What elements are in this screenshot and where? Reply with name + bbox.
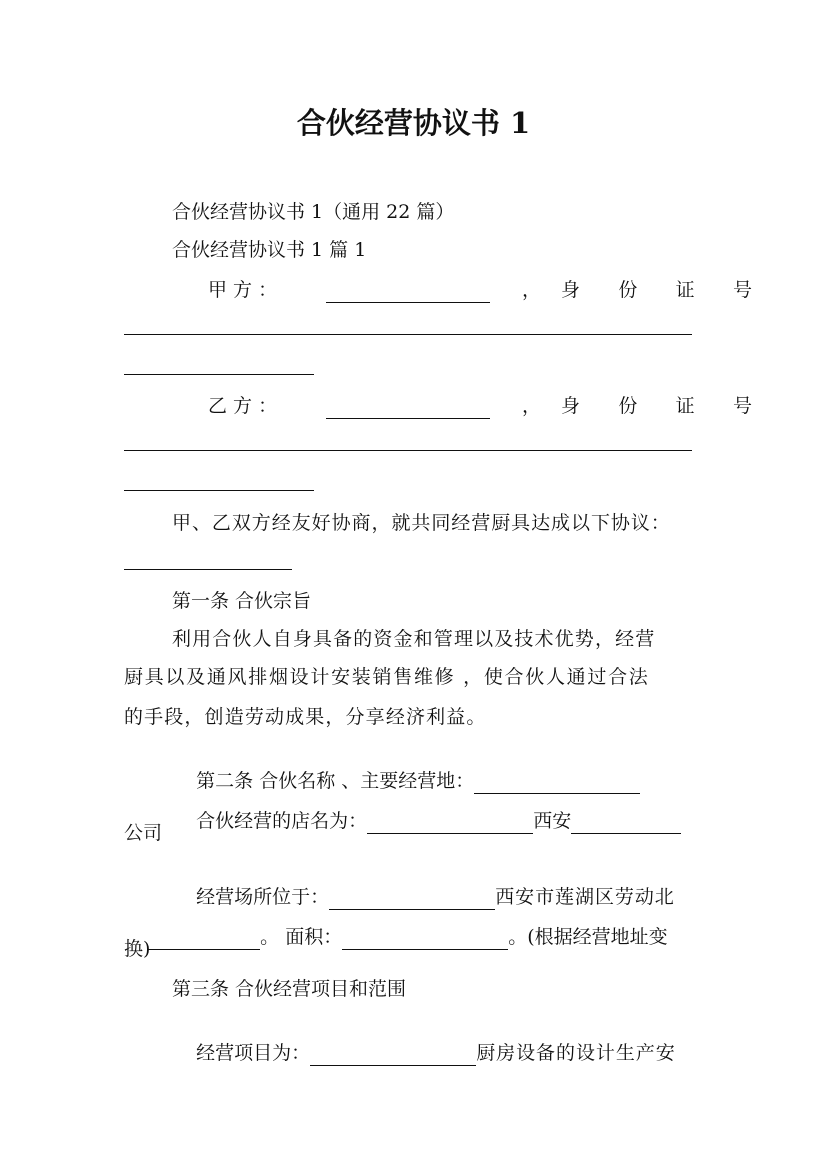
area-note-end: 换) — [124, 938, 151, 960]
party-a-id-blank-2 — [124, 374, 314, 375]
party-a-row — [124, 277, 769, 303]
location-prefix: 经营场所位于： — [196, 886, 330, 908]
party-b-id-blank-1 — [124, 450, 692, 451]
store-name-city: 西安 — [533, 810, 572, 832]
id-label: 身 份 证 号 — [561, 395, 769, 417]
party-b-id-blank-2 — [124, 490, 314, 491]
store-name-prefix: 合伙经营的店名为： — [196, 810, 368, 832]
section1-heading: 第一条 合伙宗旨 — [172, 590, 312, 612]
id-label: 身 份 证 号 — [561, 279, 769, 301]
intro-paragraph: 甲、乙双方经友好协商，就共同经营厨具达成以下协议： — [172, 512, 671, 534]
project-line — [172, 1014, 676, 1064]
area-separator: 。 面积： — [260, 926, 343, 948]
comma: ， — [522, 395, 542, 417]
section1-line1: 利用合伙人自身具备的资金和管理以及技术优势，经营 — [172, 628, 656, 650]
section3-heading: 第三条 合伙经营项目和范围 — [172, 978, 407, 1000]
section2-heading — [172, 742, 640, 792]
intro-blank — [124, 569, 292, 570]
document-subtitle: 合伙经营协议书 1（通用 22 篇） — [172, 201, 455, 223]
store-name-blank — [367, 813, 533, 834]
project-prefix: 经营项目为： — [196, 1042, 311, 1064]
party-b-label: 乙 方 ： — [208, 395, 278, 417]
store-name-line — [172, 782, 681, 832]
party-a-name-blank — [326, 277, 490, 303]
area-blank — [342, 929, 508, 950]
area-line — [124, 898, 668, 948]
location-line — [172, 858, 675, 908]
section1-line2: 厨具以及通风排烟设计安装销售维修 ，使合伙人通过合法 — [124, 666, 650, 688]
section2-heading-text: 第二条 合伙名称 、主要经营地： — [196, 770, 475, 792]
store-name-blank-2 — [571, 813, 681, 834]
comma: ， — [522, 279, 542, 301]
store-name-suffix: 公司 — [124, 822, 163, 844]
party-b-row — [124, 393, 769, 419]
address-continued-blank — [148, 929, 260, 950]
location-address: 西安市莲湖区劳动北 — [495, 886, 675, 908]
section1-line3: 的手段，创造劳动成果，分享经济利益。 — [124, 706, 487, 728]
project-text: 厨房设备的设计生产安 — [476, 1042, 676, 1064]
project-blank — [310, 1045, 476, 1066]
document-title: 合伙经营协议书 1 — [296, 106, 531, 140]
article-heading: 合伙经营协议书 1 篇 1 — [172, 239, 367, 261]
party-a-label: 甲 方 ： — [208, 279, 278, 301]
party-a-id-blank-1 — [124, 334, 692, 335]
area-note: 。(根据经营地址变 — [508, 926, 668, 948]
party-b-name-blank — [326, 393, 490, 419]
